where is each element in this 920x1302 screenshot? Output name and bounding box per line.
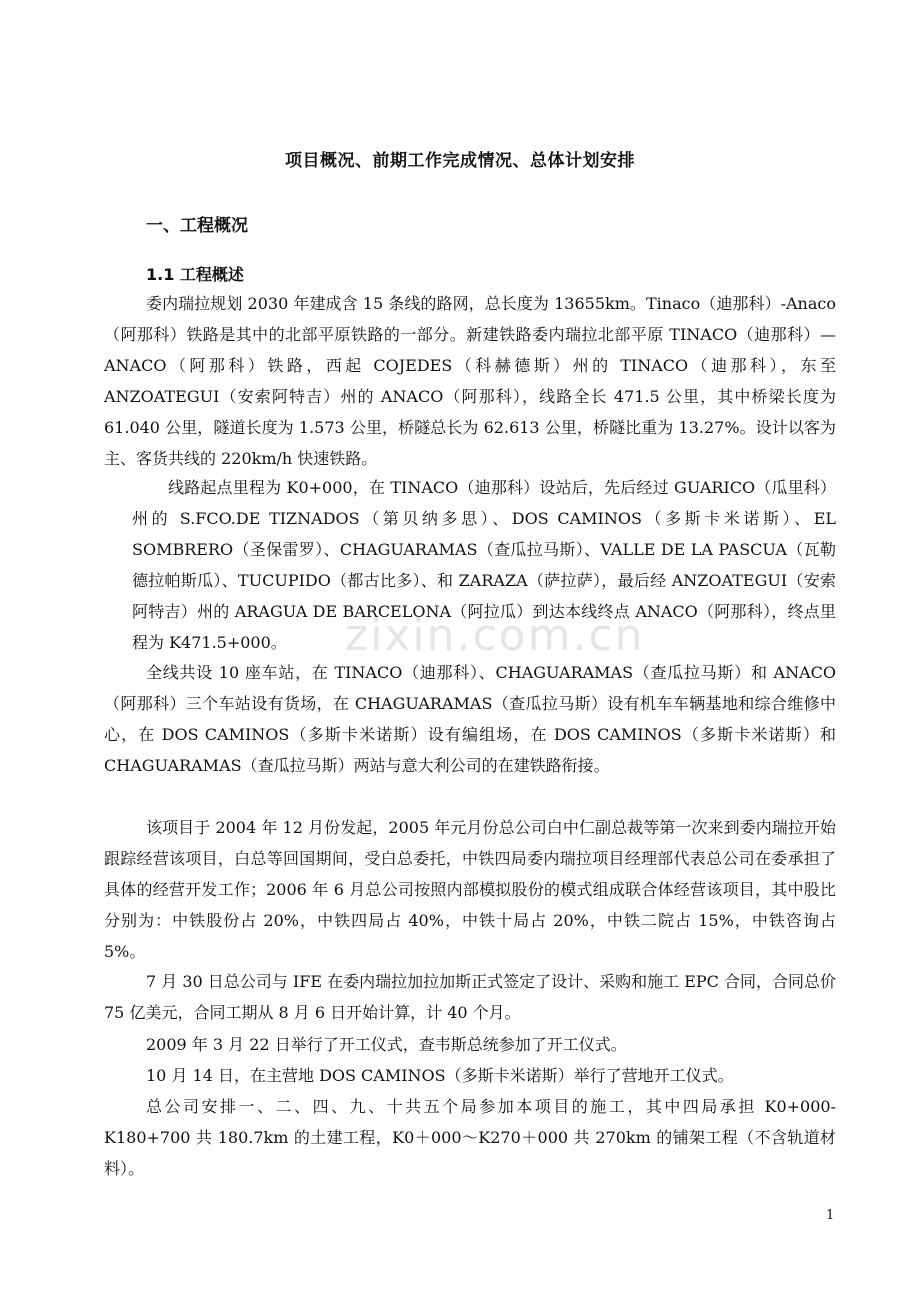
page-number: 1 bbox=[826, 1208, 835, 1223]
paragraph-groundbreaking: 2009 年 3 月 22 日举行了开工仪式，查韦斯总统参加了开工仪式。 bbox=[146, 1035, 627, 1054]
paragraph-camp-ceremony: 10 月 14 日，在主营地 DOS CAMINOS（多斯卡米诺斯）举行了营地开工仪式。 bbox=[146, 1066, 734, 1085]
section-heading: 一、工程概况 bbox=[146, 216, 248, 236]
paragraph-route: 线路起点里程为 K0+000，在 TINACO（迪那科）设站后，先后经过 GUARICO（瓜里科）州的 S.FCO.DE TIZNADOS（第贝纳多思）、DOS CAMINOS（多斯卡米诺斯）、EL SOMBRERO（圣保雷罗）、CHAGUARAMAS（查瓜拉马斯）、VALLE DE LA PASCUA（瓦勒德拉帕斯瓜）、TUCUPIDO（都古比多）、和 ZARAZA（萨拉萨），最后经 ANZOATEGUI（安索阿特吉）州的 ARAGUA DE BARCELONA（阿拉瓜）到达本线终点 ANACO（阿那科），终点里程为 K471.5+000。 bbox=[132, 478, 836, 652]
subsection-heading: 1.1 工程概述 bbox=[146, 265, 244, 284]
paragraph-contract: 7 月 30 日总公司与 IFE 在委内瑞拉加拉加斯正式签定了设计、采购和施工 EPC 合同，合同总价 75 亿美元，合同工期从 8 月 6 日开始计算，计 40 个月。 bbox=[104, 972, 836, 1022]
paragraph-overview: 委内瑞拉规划 2030 年建成含 15 条线的路网，总长度为 13655km。Tinaco（迪那科）-Anaco（阿那科）铁路是其中的北部平原铁路的一部分。新建铁路委内瑞拉北部平原 TINACO（迪那科）—ANACO（阿那科）铁路，西起 COJEDES（科赫德斯）州的 TINACO（迪那科），东至 ANZOATEGUI（安索阿特吉）州的 ANACO（阿那科），线路全长 471.5 公里，其中桥梁长度为 61.040 公里，隧道长度为 1.573 公里，桥隧总长为 62.613 公里，桥隧比重为 13.27%。设计以客为主、客货共线的 220km/h 快速铁路。 bbox=[104, 294, 836, 468]
watermark: zixin.com.cn bbox=[345, 610, 645, 661]
paragraph-construction-assignment: 总公司安排一、二、四、九、十共五个局参加本项目的施工，其中四局承担 K0+000-K180+700 共 180.7km 的土建工程，K0＋000～K270＋000 共 270km 的铺架工程（不含轨道材料）。 bbox=[104, 1097, 836, 1178]
paragraph-history: 该项目于 2004 年 12 月份发起，2005 年元月份总公司白中仁副总裁等第一次来到委内瑞拉开始跟踪经营该项目，白总等回国期间，受白总委托，中铁四局委内瑞拉项目经理部代表总公司在委承担了具体的经营开发工作；2006 年 6 月总公司按照内部模拟股份的模式组成联合体经营该项目，其中股比分别为：中铁股份占 20%，中铁四局占 40%，中铁十局占 20%，中铁二院占 15%，中铁咨询占 5%。 bbox=[104, 818, 836, 961]
document-title: 项目概况、前期工作完成情况、总体计划安排 bbox=[285, 151, 635, 171]
paragraph-stations: 全线共设 10 座车站，在 TINACO（迪那科）、CHAGUARAMAS（查瓜拉马斯）和 ANACO（阿那科）三个车站设有货场，在 CHAGUARAMAS（查瓜拉马斯）设有机车车辆基地和综合维修中心，在 DOS CAMINOS（多斯卡米诺斯）设有编组场，在 DOS CAMINOS（多斯卡米诺斯）和 CHAGUARAMAS（查瓜拉马斯）两站与意大利公司的在建铁路衔接。 bbox=[104, 663, 836, 775]
